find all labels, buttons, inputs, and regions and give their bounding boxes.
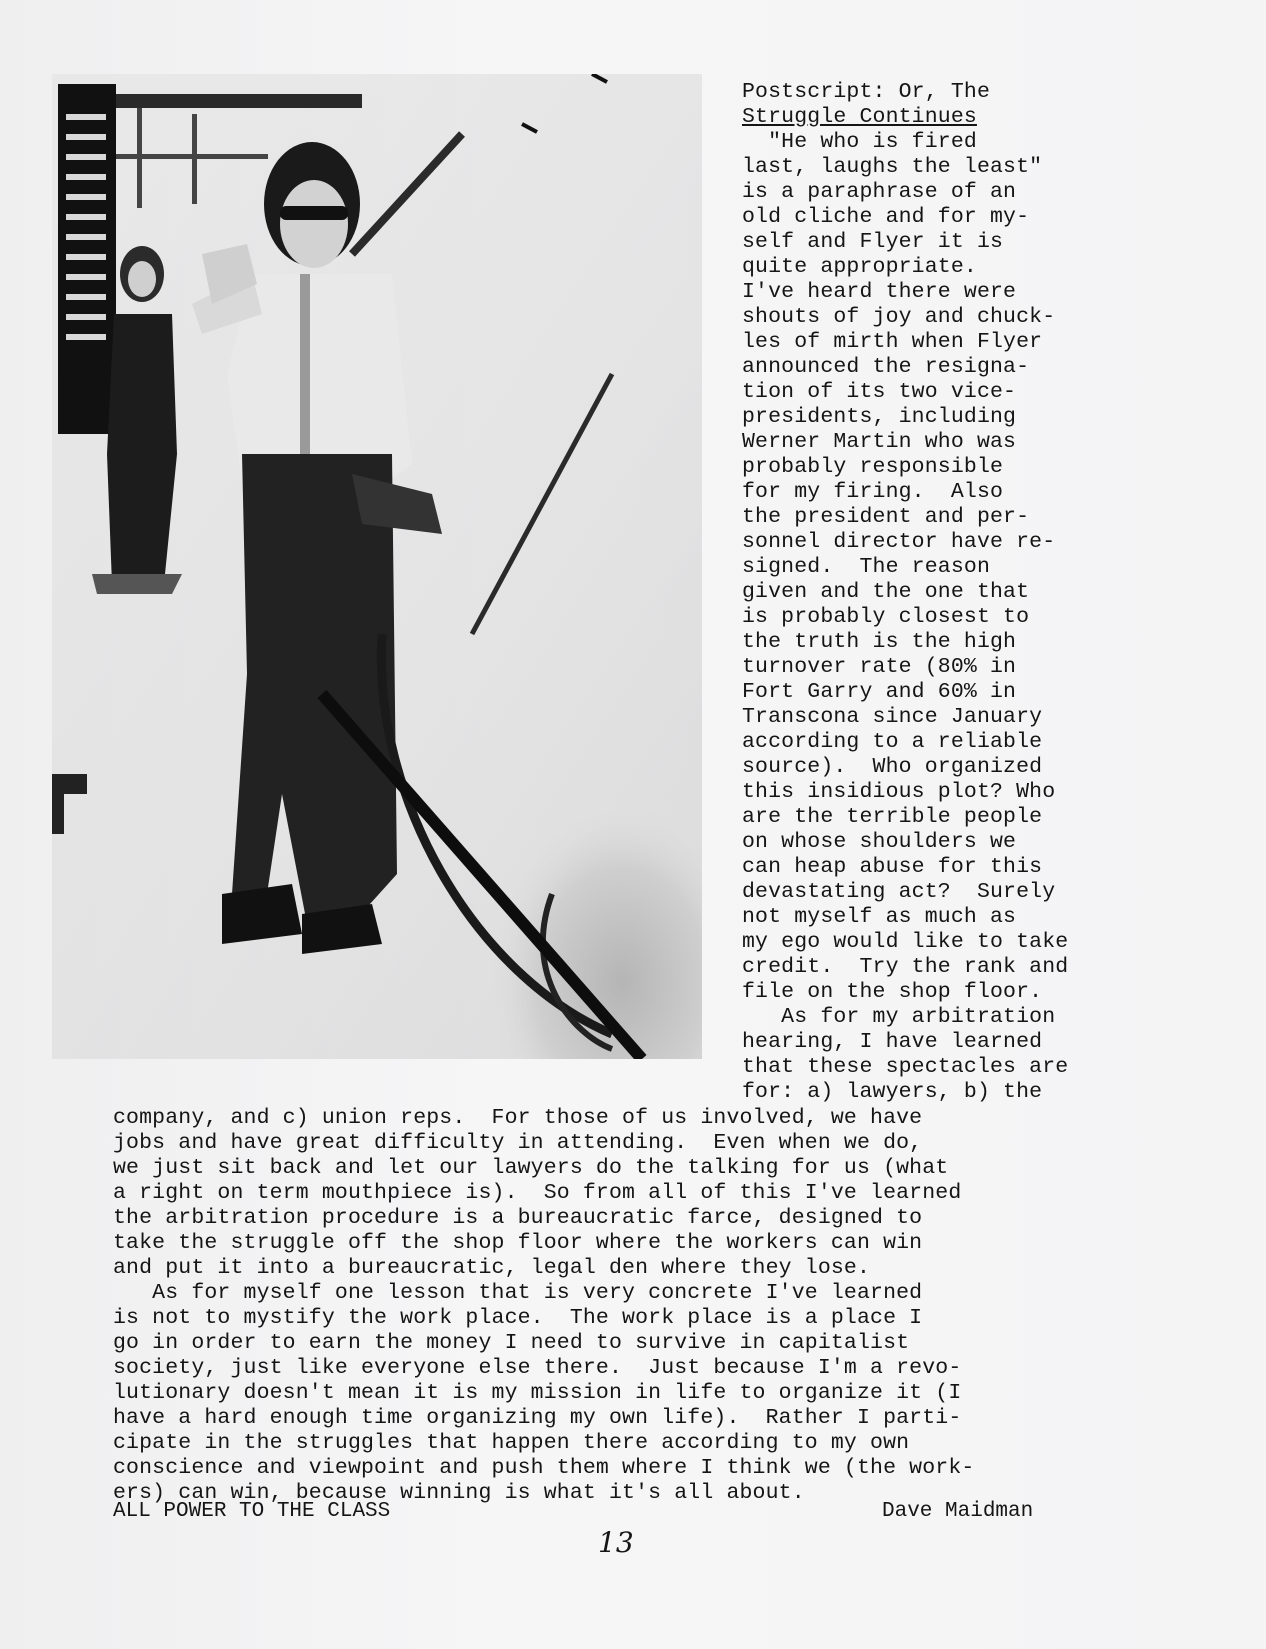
body-line: company, and c) union reps. For those of us involved, we have xyxy=(113,1106,923,1130)
column-line: As for my arbitration xyxy=(742,1005,1056,1029)
column-line: on whose shoulders we xyxy=(742,830,1017,854)
column-line: quite appropriate. xyxy=(742,255,977,279)
body-line: cipate in the struggles that happen there according to my own xyxy=(113,1431,910,1455)
photo-illustration xyxy=(52,74,702,1059)
body-line: have a hard enough time organizing my own life). Rather I parti- xyxy=(113,1406,962,1430)
column-line: is a paraphrase of an xyxy=(742,180,1017,204)
column-line: for: a) lawyers, b) the xyxy=(742,1080,1043,1104)
column-line: Transcona since January xyxy=(742,705,1043,729)
body-line: As for myself one lesson that is very concrete I've learned xyxy=(113,1281,923,1305)
body-line: is not to mystify the work place. The work place is a place I xyxy=(113,1306,923,1330)
author-signature: Dave Maidman xyxy=(882,1500,1034,1523)
column-line: this insidious plot? Who xyxy=(742,780,1056,804)
body-line: go in order to earn the money I need to survive in capitalist xyxy=(113,1331,910,1355)
closing-slogan: ALL POWER TO THE CLASS xyxy=(113,1500,391,1523)
column-line: for my firing. Also xyxy=(742,480,1004,504)
heading-line-1: Postscript: Or, The xyxy=(742,80,990,104)
column-line: my ego would like to take xyxy=(742,930,1069,954)
column-line: turnover rate (80% in xyxy=(742,655,1017,679)
body-line: ers) can win, because winning is what it's all about. xyxy=(113,1481,805,1505)
column-line: announced the resigna- xyxy=(742,355,1030,379)
column-line: signed. The reason xyxy=(742,555,990,579)
column-line: sonnel director have re- xyxy=(742,530,1056,554)
column-line: can heap abuse for this xyxy=(742,855,1043,879)
body-line: jobs and have great difficulty in attending. Even when we do, xyxy=(113,1131,923,1155)
column-line: Fort Garry and 60% in xyxy=(742,680,1017,704)
column-line: is probably closest to xyxy=(742,605,1030,629)
page-number: 13 xyxy=(598,1526,634,1559)
body-line: conscience and viewpoint and push them where I think we (the work- xyxy=(113,1456,975,1480)
heading-line-2: Struggle Continues xyxy=(742,105,977,129)
body-line: take the struggle off the shop floor where the workers can win xyxy=(113,1231,923,1255)
column-line: the truth is the high xyxy=(742,630,1017,654)
column-line: not myself as much as xyxy=(742,905,1017,929)
column-line: source). Who organized xyxy=(742,755,1043,779)
column-line: self and Flyer it is xyxy=(742,230,1004,254)
body-line: we just sit back and let our lawyers do the talking for us (what xyxy=(113,1156,949,1180)
column-line: given and the one that xyxy=(742,580,1030,604)
column-line: Werner Martin who was xyxy=(742,430,1017,454)
worker-photograph xyxy=(52,74,702,1059)
column-line: the president and per- xyxy=(742,505,1030,529)
column-line: tion of its two vice- xyxy=(742,380,1017,404)
column-line: that these spectacles are xyxy=(742,1055,1069,1079)
column-line: shouts of joy and chuck- xyxy=(742,305,1056,329)
column-line: last, laughs the least" xyxy=(742,155,1043,179)
column-line: devastating act? Surely xyxy=(742,880,1056,904)
column-line: according to a reliable xyxy=(742,730,1043,754)
column-line: old cliche and for my- xyxy=(742,205,1030,229)
column-line: I've heard there were xyxy=(742,280,1017,304)
column-line: credit. Try the rank and xyxy=(742,955,1069,979)
body-line: the arbitration procedure is a bureaucratic farce, designed to xyxy=(113,1206,923,1230)
column-line: presidents, including xyxy=(742,405,1017,429)
column-line: hearing, I have learned xyxy=(742,1030,1043,1054)
body-line: lutionary doesn't mean it is my mission in life to organize it (I xyxy=(113,1381,962,1405)
column-line: les of mirth when Flyer xyxy=(742,330,1043,354)
column-line: "He who is fired xyxy=(742,130,977,154)
body-line: a right on term mouthpiece is). So from all of this I've learned xyxy=(113,1181,962,1205)
body-line: and put it into a bureaucratic, legal den where they lose. xyxy=(113,1256,871,1280)
column-line: are the terrible people xyxy=(742,805,1043,829)
column-line: file on the shop floor. xyxy=(742,980,1043,1004)
body-line: society, just like everyone else there. Just because I'm a revo- xyxy=(113,1356,962,1380)
column-line: probably responsible xyxy=(742,455,1004,479)
